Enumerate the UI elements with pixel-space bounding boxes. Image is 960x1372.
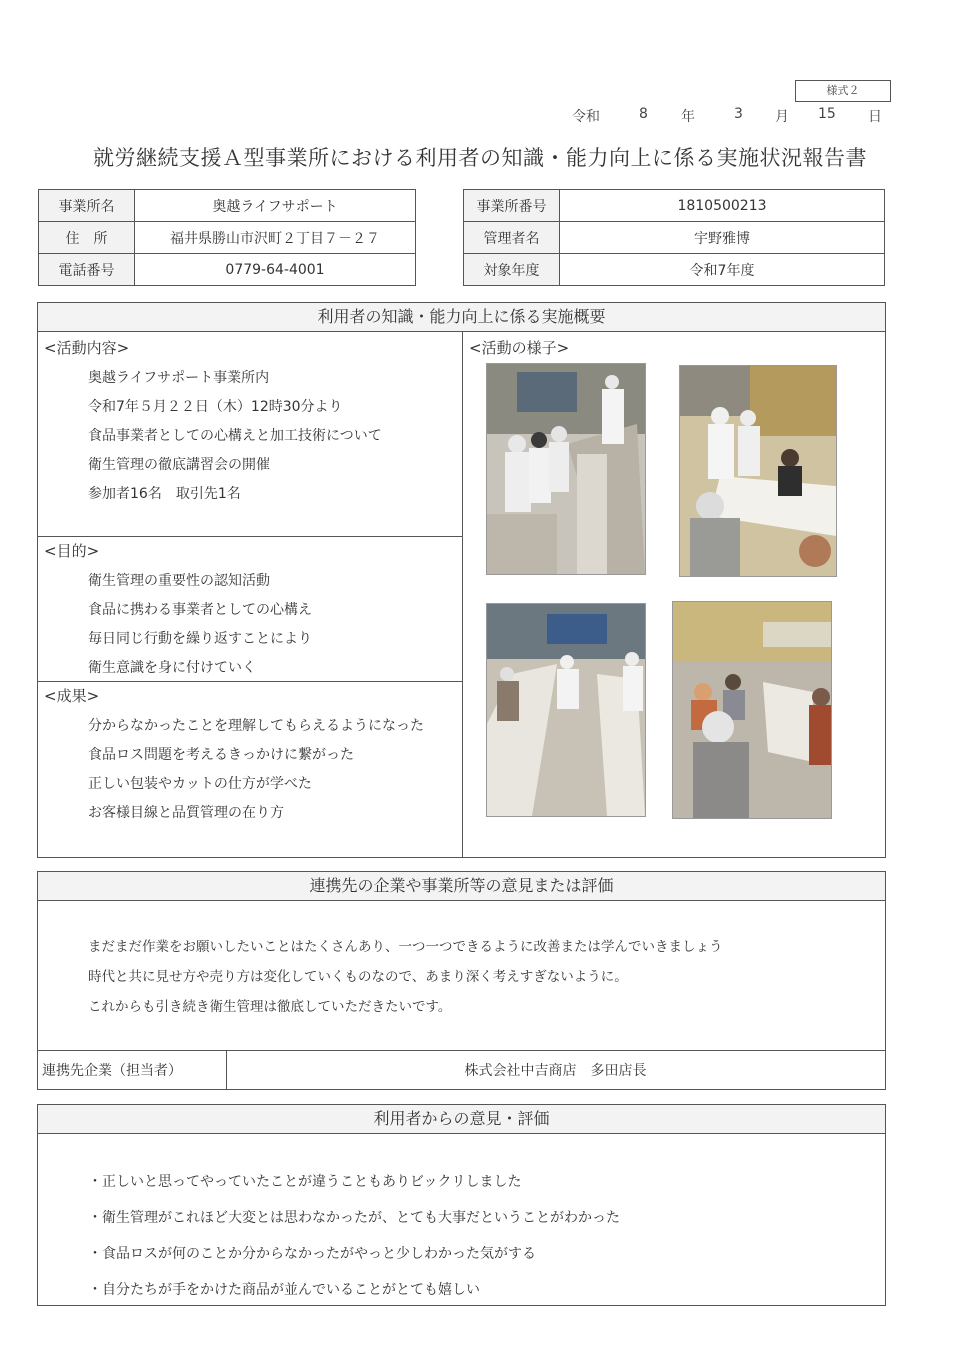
date-day: 15 [818,106,836,122]
date-month: 3 [734,106,743,122]
info-value: 令和7年度 [560,254,885,286]
purpose-line: 衛生意識を身に付けていく [88,660,256,676]
user-feedback-line: ・食品ロスが何のことか分からなかったがやっと少しわかった気がする [88,1246,536,1262]
info-row [464,222,885,254]
result-label: <成果> [44,687,100,705]
info-label: 事業所番号 [464,190,560,222]
activity-line: 令和7年５月２２日（木）12時30分より [88,399,343,415]
user-feedback-line: ・衛生管理がこれほど大変とは思わなかったが、とても大事だということがわかった [88,1210,620,1226]
info-row [464,254,885,286]
info-label: 管理者名 [464,222,560,254]
column-divider [462,332,463,857]
purpose-line: 食品に携わる事業者としての心構え [88,602,312,618]
overview-section [37,302,886,858]
date-era: 令和 [572,109,600,125]
partner-section [37,871,886,1090]
result-line: 正しい包装やカットの仕方が学べた [88,776,312,792]
info-row [39,222,416,254]
form-number: 様式２ [795,80,891,102]
row-divider [38,681,462,682]
purpose-label: <目的> [44,542,100,560]
user-feedback-line: ・正しいと思ってやっていたことが違うこともありビックリしました [88,1174,522,1190]
user-feedback-header: 利用者からの意見・評価 [38,1105,885,1134]
info-value: 1810500213 [560,190,885,222]
report-date [0,106,960,126]
row-divider [38,536,462,537]
result-line: 食品ロス問題を考えるきっかけに繋がった [88,747,354,763]
activity-label: <活動内容> [44,339,130,357]
activity-photo [672,601,832,819]
overview-header: 利用者の知識・能力向上に係る実施概要 [38,303,885,332]
info-label: 電話番号 [39,254,135,286]
activity-photo [679,365,837,577]
facility-id-table [463,189,885,286]
activity-line: 食品事業者としての心構えと加工技術について [88,428,382,444]
partner-company-value: 株式会社中吉商店 多田店長 [464,1063,647,1079]
document-title: 就労継続支援Ａ型事業所における利用者の知識・能力向上に係る実施状況報告書 [93,146,867,170]
date-day-unit: 日 [868,109,882,125]
purpose-line: 毎日同じ行動を繰り返すことにより [88,631,312,647]
activity-line: 奥越ライフサポート事業所内 [88,370,270,386]
date-year: 8 [639,106,648,122]
partner-company-label: 連携先企業（担当者） [42,1063,182,1079]
info-label: 事業所名 [39,190,135,222]
user-feedback-line: ・自分たちが手をかけた商品が並んでいることがとても嬉しい [88,1282,480,1298]
activity-line: 参加者16名 取引先1名 [88,486,241,502]
partner-header: 連携先の企業や事業所等の意見または評価 [38,872,885,901]
date-year-unit: 年 [681,109,695,125]
partner-comment-line: まだまだ作業をお願いしたいことはたくさんあり、一つ一つできるように改善または学んでいきましょう [88,939,723,955]
photos-label: <活動の様子> [469,339,570,357]
activity-line: 衛生管理の徹底講習会の開催 [88,457,270,473]
info-value: 奥越ライフサポート [135,190,416,222]
activity-photo [486,603,646,817]
info-row [464,190,885,222]
info-label: 対象年度 [464,254,560,286]
result-line: お客様目線と品質管理の在り方 [88,805,284,821]
date-month-unit: 月 [775,109,789,125]
facility-info-table [38,189,416,286]
info-value: 宇野雅博 [560,222,885,254]
partner-comment-line: これからも引き続き衛生管理は徹底していただきたいです。 [88,999,452,1015]
result-line: 分からなかったことを理解してもらえるようになった [88,718,424,734]
purpose-line: 衛生管理の重要性の認知活動 [88,573,270,589]
info-row [39,254,416,286]
user-feedback-section [37,1104,886,1306]
activity-photo [486,363,646,575]
partner-comment-line: 時代と共に見せ方や売り方は変化していくものなので、あまり深く考えすぎないように。 [88,969,628,985]
info-value: 0779-64-4001 [135,254,416,286]
info-row [39,190,416,222]
row-divider [38,1050,885,1051]
info-label: 住 所 [39,222,135,254]
info-value: 福井県勝山市沢町２丁目７－２７ [135,222,416,254]
